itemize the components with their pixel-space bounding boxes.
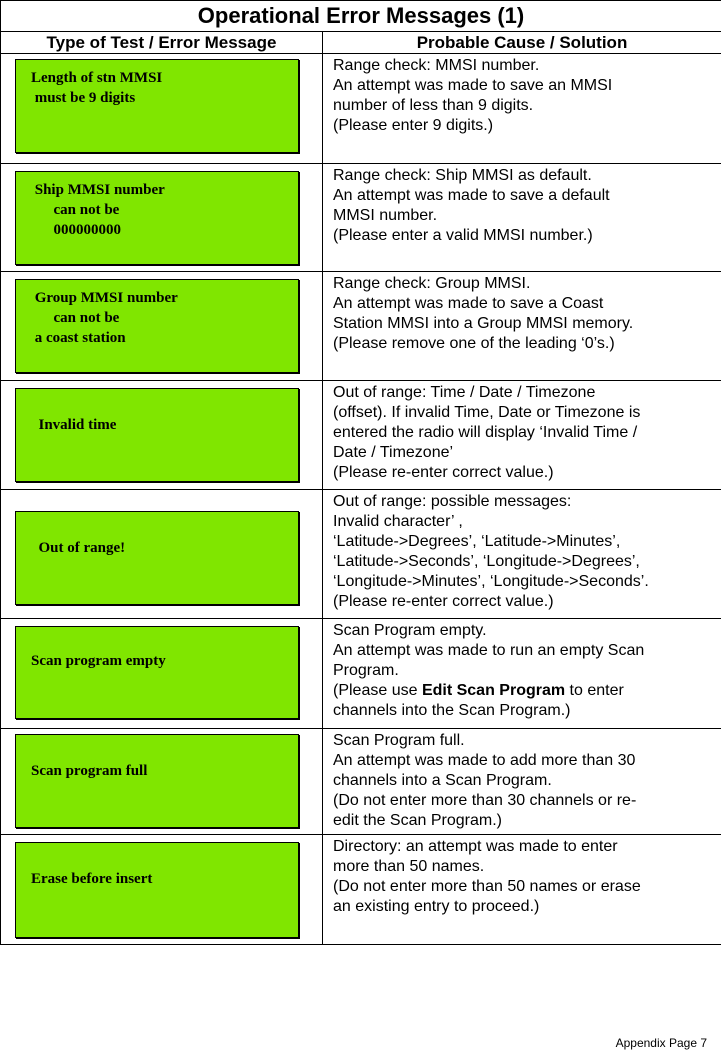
table-body — [1, 54, 721, 945]
description-line: ‘Latitude->Seconds’, ‘Longitude->Degrees’, — [333, 553, 640, 570]
cause-solution-cell — [323, 490, 721, 619]
description-line: (Please use Edit Scan Program to enter — [333, 682, 624, 699]
description-line: (Please remove one of the leading ‘0’s.) — [333, 335, 615, 352]
table-row — [1, 54, 721, 164]
error-display-cell — [1, 729, 323, 835]
description-line: (Please enter a valid MMSI number.) — [333, 227, 593, 244]
description-line: Out of range: possible messages: — [333, 493, 572, 510]
lcd-message-line: can not be — [16, 310, 120, 326]
lcd-message-line: Scan program full — [16, 763, 148, 779]
cause-solution-cell — [323, 164, 721, 272]
description-line: An attempt was made to save an MMSI — [333, 77, 613, 94]
cause-solution-cell — [323, 54, 721, 164]
table-row — [1, 164, 721, 272]
description-line: MMSI number. — [333, 207, 438, 224]
description-line: (Please re-enter correct value.) — [333, 464, 554, 481]
error-display-cell — [1, 619, 323, 729]
description-line: entered the radio will display ‘Invalid Time / — [333, 424, 638, 441]
description-line: An attempt was made to save a Coast — [333, 295, 604, 312]
lcd-message-line: Out of range! — [16, 540, 126, 556]
description-line: Scan Program full. — [333, 732, 465, 749]
description-line: An attempt was made to run an empty Scan — [333, 642, 645, 659]
description-line: (Please re-enter correct value.) — [333, 593, 554, 610]
table-row — [1, 619, 721, 729]
cause-solution-cell — [323, 619, 721, 729]
description-line: Directory: an attempt was made to enter — [333, 838, 618, 855]
description-line: Range check: Group MMSI. — [333, 275, 531, 292]
lcd-message-line: Ship MMSI number — [16, 182, 165, 198]
description-line: an existing entry to proceed.) — [333, 898, 540, 915]
lcd-screen — [15, 59, 299, 153]
lcd-message-line: must be 9 digits — [16, 90, 136, 106]
lcd-message-line: Group MMSI number — [16, 290, 178, 306]
table-row — [1, 490, 721, 619]
description-line: Date / Timezone’ — [333, 444, 454, 461]
error-display-cell — [1, 835, 323, 945]
description-line: number of less than 9 digits. — [333, 97, 534, 114]
description-line: An attempt was made to add more than 30 — [333, 752, 636, 769]
column-header-cause: Probable Cause / Solution — [323, 32, 721, 54]
description-line: (Do not enter more than 30 channels or re- — [333, 792, 637, 809]
lcd-message-line: can not be — [16, 202, 120, 218]
lcd-message-line: Length of stn MMSI — [16, 70, 163, 86]
description-line: (Please enter 9 digits.) — [333, 117, 494, 134]
lcd-message-line: Scan program empty — [16, 653, 166, 669]
lcd-screen — [15, 388, 299, 482]
description-line: (Do not enter more than 50 names or erase — [333, 878, 641, 895]
error-display-cell — [1, 54, 323, 164]
description-line: ‘Latitude->Degrees’, ‘Latitude->Minutes’, — [333, 533, 621, 550]
lcd-screen — [15, 511, 299, 605]
error-display-cell — [1, 381, 323, 490]
description-line: edit the Scan Program.) — [333, 812, 502, 829]
description-line: channels into the Scan Program.) — [333, 702, 571, 719]
description-line: Range check: MMSI number. — [333, 57, 540, 74]
description-line: Invalid character’ , — [333, 513, 463, 530]
description-line: channels into a Scan Program. — [333, 772, 552, 789]
cause-solution-cell — [323, 272, 721, 381]
column-header-type: Type of Test / Error Message — [1, 32, 323, 54]
table-row — [1, 272, 721, 381]
lcd-screen — [15, 842, 299, 938]
description-line: Scan Program empty. — [333, 622, 487, 639]
table-row — [1, 729, 721, 835]
page-footer: Appendix Page 7 — [615, 1036, 707, 1050]
lcd-message-line: a coast station — [16, 330, 126, 346]
error-display-cell — [1, 272, 323, 381]
lcd-message-line: 000000000 — [16, 222, 121, 238]
lcd-message-line: Invalid time — [16, 417, 117, 433]
lcd-screen — [15, 279, 299, 373]
error-display-cell — [1, 490, 323, 619]
cause-solution-cell — [323, 835, 721, 945]
description-line: Range check: Ship MMSI as default. — [333, 167, 592, 184]
description-line: An attempt was made to save a default — [333, 187, 610, 204]
description-line: more than 50 names. — [333, 858, 485, 875]
cause-solution-cell — [323, 729, 721, 835]
lcd-screen — [15, 626, 299, 719]
description-line: ‘Longitude->Minutes’, ‘Longitude->Seconds’. — [333, 573, 649, 590]
lcd-screen — [15, 171, 299, 265]
description-line: (offset). If invalid Time, Date or Timezone is — [333, 404, 641, 421]
table-row — [1, 835, 721, 945]
lcd-screen — [15, 734, 299, 828]
table-row — [1, 381, 721, 490]
lcd-message-line: Erase before insert — [16, 871, 153, 887]
error-display-cell — [1, 164, 323, 272]
page-title: Operational Error Messages (1) — [1, 1, 721, 32]
description-line: Station MMSI into a Group MMSI memory. — [333, 315, 634, 332]
description-line: Out of range: Time / Date / Timezone — [333, 384, 596, 401]
cause-solution-cell — [323, 381, 721, 490]
description-line: Program. — [333, 662, 399, 679]
